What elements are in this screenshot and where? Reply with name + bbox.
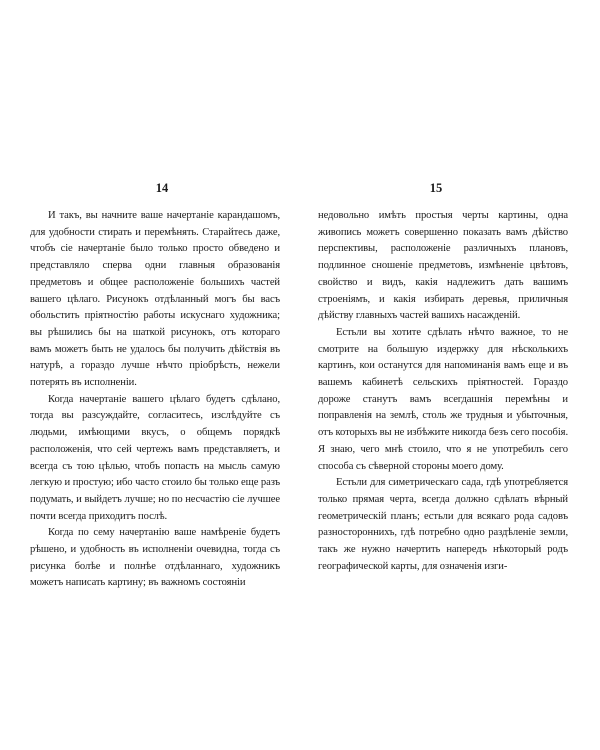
paragraph: Когда начертаніе вашего цѣлаго будетъ сдѣлано, тогда вы разсуждайте, согласитесь, изслѣдуйте съ людьми, имѣющими вкусъ, о общемъ порядкѣ расположенія, что сей чертежъ вамъ представляетъ, и всегда съ тою цѣлью, чтобъ попасть на мысль самую легкую и простую; ибо часто стоило бы только еще разъ подумать, и выйдетъ лучше; но по несчастію сіе лучшее почти всегда приходитъ послѣ. xyxy=(30,393,280,522)
left-page xyxy=(30,178,280,592)
page-number: 15 xyxy=(429,181,443,195)
right-page xyxy=(318,178,568,575)
page-number: 14 xyxy=(155,181,169,195)
paragraph: И такъ, вы начните ваше начертаніе карандашомъ, для удобности стирать и перемѣнять. Старайтесь даже, чтобъ сіе начертаніе было только просто обведено и представляло сперва одни главныя образованія предметовъ и общее расположеніе большихъ частей вашего цѣлаго. Рисунокъ отдѣланный могъ бы васъ обольстить пріятностію работы искуснаго художника; вы рѣшились бы на шаткой рисунокъ, отъ котораго вамъ можетъ быть не удалось бы получить дѣйствія въ натурѣ, а гораздо лучше нѣчто пріобрѣсть, нежели потерять въ исполненіи. xyxy=(30,210,280,389)
page-text xyxy=(318,208,568,575)
paragraph: недовольно имѣть простыя черты картины, одна живопись можетъ совершенно показать вамъ дѣйство перспективы, расположеніе различныхъ плановъ, подлинное сношеніе предметовъ, измѣненіе цвѣтовъ, свойство и видъ, какія надлежитъ дать вашимъ строеніямъ, и какія избирать деревья, приличныя дѣйству главныхъ частей вашихъ насажденій. xyxy=(318,210,568,322)
paragraph: Естьли вы хотите сдѣлать нѣчто важное, то не смотрите на большую издержку для нѣсколькихъ картинъ, кои останутся для напоминанія вамъ еще и въ вашемъ кабинетѣ сельскихъ пріятностей. Гораздо дороже станутъ вамъ всегдашнія перемѣны и поправленія на землѣ, столь же трудныя и убыточныя, отъ которыхъ вы не избѣжите никогда безъ сего пособія. Я знаю, чего мнѣ стоило, что я не употребилъ сего способа съ сѣверной стороны моего дому. xyxy=(318,326,568,472)
page-text xyxy=(30,208,280,592)
paragraph: Когда по сему начертанію ваше намѣреніе будетъ рѣшено, и удобность въ исполненіи очевидна, тогда съ рисунка болѣе и полнѣе отдѣланнаго, художникъ можетъ написать картину; въ важномъ состояніи xyxy=(30,527,280,589)
paragraph: Естьли для симетрическаго сада, гдѣ употребляется только прямая черта, всегда должно сдѣлать вѣрный геометрическій планъ; естьли для всякаго рода садовъ разностороннихъ, гдѣ потребно одно раздѣленіе земли, такъ же нужно начертить напередъ нѣкоторый родъ географической карты, для означенія изги- xyxy=(318,477,568,572)
